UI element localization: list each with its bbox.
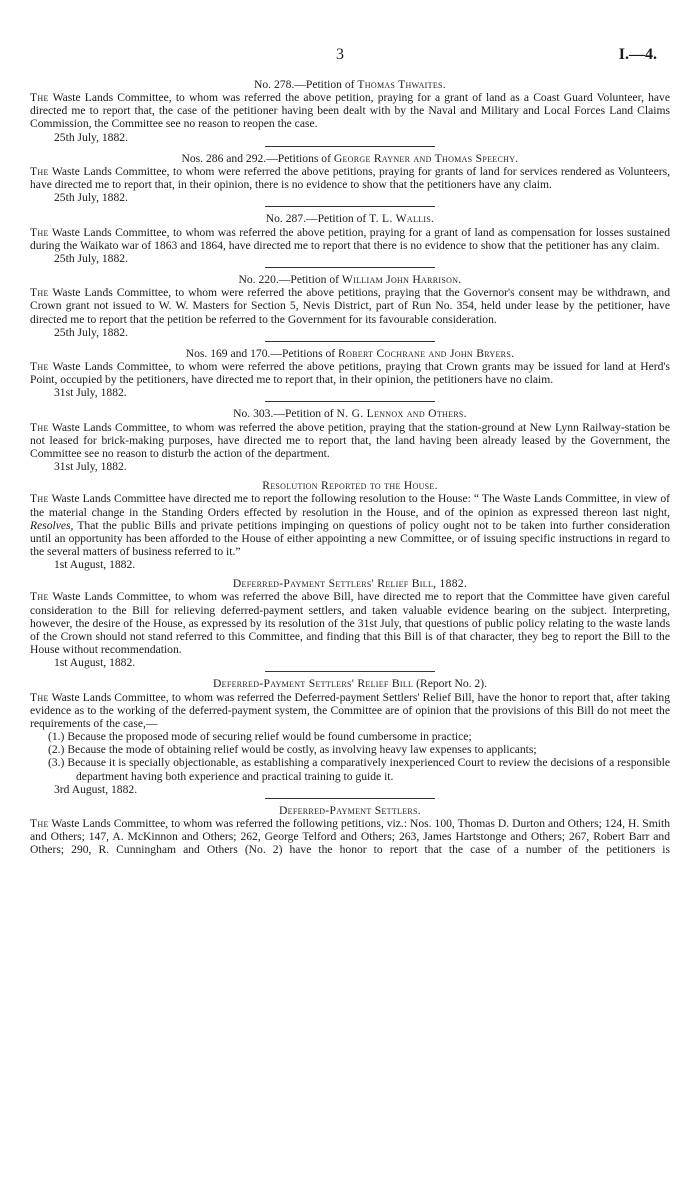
section-date: 31st July, 1882. bbox=[54, 460, 127, 474]
section-date: 31st July, 1882. bbox=[54, 386, 127, 400]
section-date: 25th July, 1882. bbox=[54, 251, 128, 265]
list-item: (2.) Because the mode of obtaining relief would be costly, as involving heavy law expenses to applicants; bbox=[48, 743, 537, 757]
relief-bill-2-date: 3rd August, 1882. bbox=[54, 782, 138, 796]
section-paragraph: The Waste Lands Committee, to whom were referred the above petitions, praying for grants of land for services rendered as Volunteers, have directed me to report that, in their opinion, there is no evidence to show that the petitioners have any claim. bbox=[30, 164, 670, 192]
section-paragraph: The Waste Lands Committee, to whom was referred the above petition, praying that the station-ground at New Lynn Railway-station be not leased for brick-making purposes, have directed me to report that, the land having been already leased by the Government, the Committee see no reason to disturb the action of the department. bbox=[30, 420, 670, 460]
divider bbox=[265, 401, 435, 402]
page-number: 3 bbox=[336, 46, 344, 63]
relief-bill-2-paragraph: The Waste Lands Committee, to whom was referred the Deferred-payment Settlers' Relief Bill, have the honor to report that, after taking evidence as to the working of the deferred-payment system, the Committee are of opinion that the provisions of this Bill do not meet the requirements of the case,— bbox=[30, 690, 670, 730]
relief-bill-2-heading: Deferred-Payment Settlers' Relief Bill (Report No. 2). bbox=[212, 677, 487, 691]
list-item: (3.) Because it is specially objectionable, as establishing a comparatively inexperienced Court to review the decisions of a responsible department having both experience and practical training to guide it. bbox=[48, 756, 670, 783]
page-header bbox=[0, 46, 700, 66]
section-paragraph: The Waste Lands Committee, to whom were referred the above petitions, praying that the Governor's consent may be withdrawn, and Crown grant not issued to W. W. Masters for Section 5, Nevis District, part of Run No. 354, held under lease by the petitioner, have directed me to report that the petition be referred to the Government for its favourable consideration. bbox=[30, 286, 670, 326]
section-heading: No. 303.—Petition of N. G. Lennox and Others. bbox=[233, 407, 467, 421]
list-item: (1.) Because the proposed mode of securing relief would be found cumbersome in practice; bbox=[48, 730, 472, 744]
section-heading: No. 220.—Petition of William John Harrison. bbox=[238, 273, 462, 287]
relief-bill-paragraph: The Waste Lands Committee, to whom was referred the above Bill, have directed me to report that the Committee have given careful consideration to the Bill for relieving deferred-payment settlers, and taken valuable evidence bearing on the subject. Interpreting, however, the desire of the House, as expressed by its resolution of the 31st July, that questions of public policy relating to the waste lands of the Crown should not stand referred to this Committee, and finding that this Bill is of that character, they beg to report the Bill to the House without recommendation. bbox=[30, 590, 670, 657]
petitioner-name: Robert Cochrane and John Bryers. bbox=[338, 346, 515, 360]
divider bbox=[265, 206, 435, 207]
resolution-paragraph: The Waste Lands Committee have directed me to report the following resolution to the House: “ The Waste Lands Committee, in view of the material change in the Standing Orders effected by resolution in the House, and of the opinion as expressed thereon last night, Resolves, That the public Bills and private petitions impinging on questions of policy ought not to be taken into further consideration until an opportunity has been afforded to the House of either appointing a new Committee, or of issuing specific instructions in regard to the several matters of business referred to it.” bbox=[30, 492, 670, 558]
petitioner-name: Thomas Thwaites. bbox=[357, 78, 446, 91]
petitioner-name: George Rayner and Thomas Speechy. bbox=[333, 151, 519, 165]
petitioner-name: T. L. Wallis. bbox=[369, 212, 435, 226]
divider bbox=[265, 798, 435, 799]
resolution-date: 1st August, 1882. bbox=[54, 558, 136, 572]
petitioner-name: N. G. Lennox and Others. bbox=[336, 407, 467, 421]
settlers-heading: Deferred-Payment Settlers. bbox=[279, 803, 421, 817]
petitioner-name: William John Harrison. bbox=[341, 273, 462, 287]
section-paragraph: The Waste Lands Committee, to whom was referred the above petition, praying for a grant of land as compensation for losses sustained during the Waikato war of 1863 and 1864, have directed me to report that there is no evidence to show that the petitioner has any claim. bbox=[30, 225, 670, 252]
section-heading: Nos. 169 and 170.—Petitions of Robert Cochrane and John Bryers. bbox=[185, 346, 515, 360]
divider bbox=[265, 671, 435, 672]
section-paragraph: The Waste Lands Committee, to whom were referred the above petitions, praying that Crown grants may be issued for land at Herd's Point, occupied by the petitioners, have directed me to report that, in their opinion, the petitioners have no claim. bbox=[30, 359, 670, 387]
divider bbox=[265, 146, 435, 147]
section-heading: Nos. 286 and 292.—Petitions of George Rayner and Thomas Speechy. bbox=[181, 151, 519, 165]
divider bbox=[265, 267, 435, 268]
section-date: 25th July, 1882. bbox=[54, 130, 128, 144]
section-heading: No. 278.—Petition of Thomas Thwaites. bbox=[254, 78, 446, 91]
section-date: 25th July, 1882. bbox=[54, 325, 128, 339]
settlers-paragraph: The Waste Lands Committee, to whom was referred the following petitions, viz.: Nos. 100, Thomas D. Durton and Others; 124, H. Smith and Others; 147, A. McKinnon and Others; 262, George Telford and Others; 263, James Hartstonge and Others; 267, Robert Barr and Others; 290, R. Cunningham and Others (No. 2) have the honor to report that the case of a number of the petitioners is bbox=[30, 816, 670, 857]
paper-reference: I.—4. bbox=[618, 46, 657, 63]
divider bbox=[265, 341, 435, 342]
section-paragraph: The Waste Lands Committee, to whom was referred the above petition, praying for a grant of land as a Coast Guard Volunteer, have directed me to report that, the case of the petitioner having been dealt with by the Naval and Military and Local Forces Land Claims Commission, the Committee see no reason to reopen the case. bbox=[30, 91, 670, 131]
section-date: 25th July, 1882. bbox=[54, 191, 128, 205]
relief-bill-heading: Deferred-Payment Settlers' Relief Bill, 1882. bbox=[232, 577, 468, 591]
resolution-heading: Resolution Reported to the House. bbox=[262, 479, 438, 493]
section-heading: No. 287.—Petition of T. L. Wallis. bbox=[265, 212, 435, 226]
document-body bbox=[30, 78, 670, 856]
relief-bill-date: 1st August, 1882. bbox=[54, 656, 136, 670]
